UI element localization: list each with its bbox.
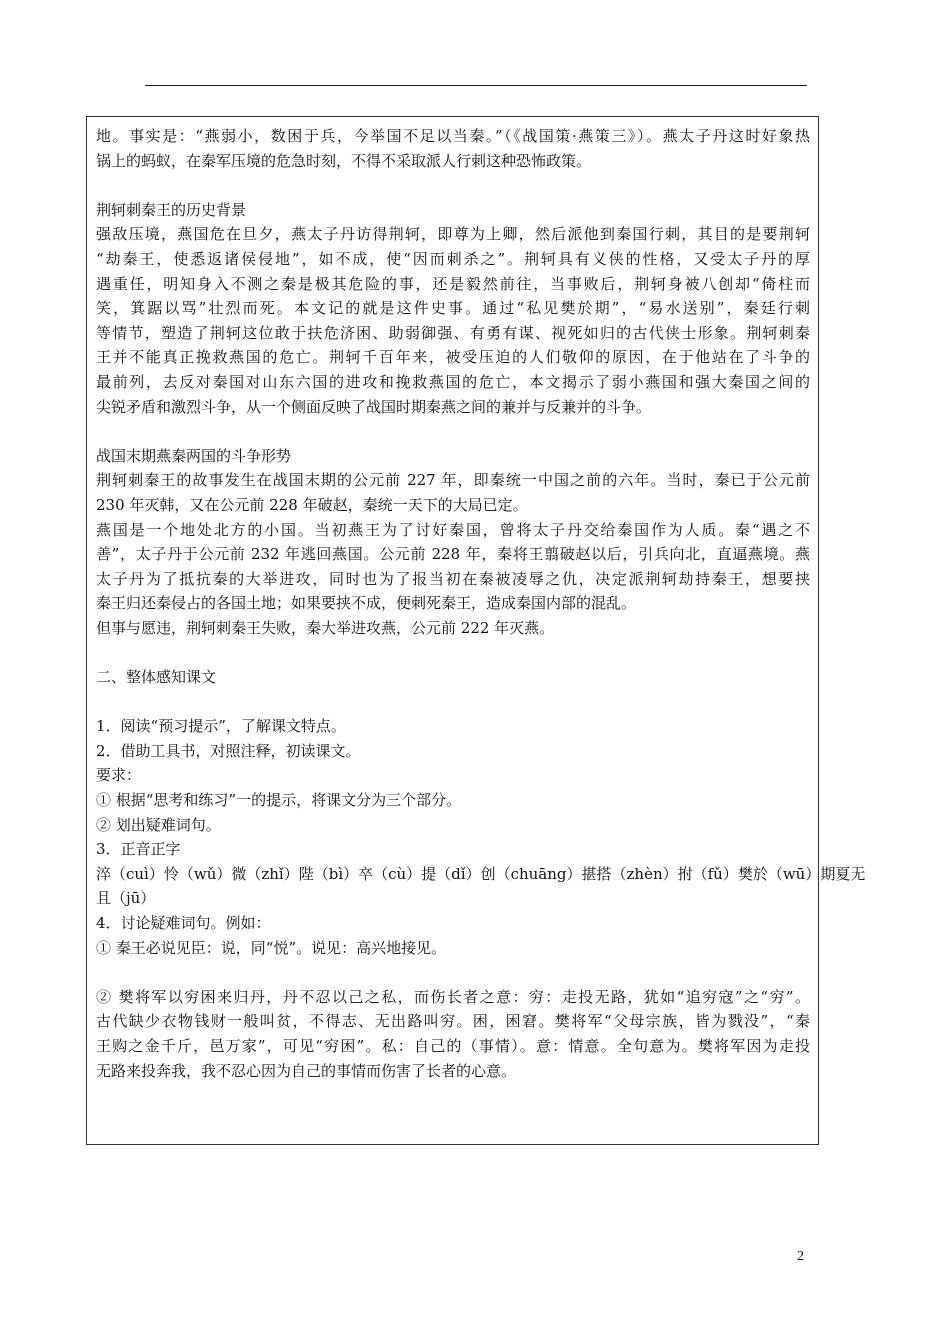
header-rule [145,85,807,86]
spacer [96,960,810,985]
pinyin-list-end: 夏无 [835,864,866,883]
step-item: ① 根据“思考和练习”一的提示，将课文分为三个部分。 [96,791,462,810]
section-heading-background: 荆轲刺秦王的历史背景 [96,200,247,219]
pinyin-row [96,862,866,887]
paragraph-line: 最前列，去反对秦国对山东六国的进攻和挽救燕国的危亡，本文揭示了弱小燕国和强大秦国之间的 [96,372,810,391]
step-item: ② 划出疑难词句。 [96,815,221,834]
spacer [96,690,810,715]
content-box [86,116,866,1145]
paragraph-line: 笑，箕踞以骂”壮烈而死。本文记的就是这件史事。通过“私见樊於期”，“易水送别”，秦廷行刺 [96,299,810,318]
step-item: 3．正音正字 [96,840,181,859]
pinyin-continuation: 且（jū） [96,889,156,908]
spacer [96,419,810,444]
paragraph-line: 尖锐矛盾和激烈斗争，从一个侧面反映了战国时期秦燕之间的兼并与反兼并的斗争。 [96,397,652,416]
pinyin-list: 淬（cuì）怜（wǔ）微（zhǐ）陛（bì）卒（cù）提（dǐ）创（chuāng）揕搭（zhèn）拊（fǔ）樊於（wū）期 [96,864,836,883]
step-item: 2．借助工具书，对照注释，初读课文。 [96,741,361,760]
section-heading-situation: 战国末期燕秦两国的斗争形势 [96,446,292,465]
paragraph-line: 王并不能真正挽救燕国的危亡。荆轲千百年来，被受压迫的人们敬仰的原因，在于他站在了斗争的 [96,348,810,367]
paragraph-line: 强敌压境，燕国危在旦夕，燕太子丹访得荆轲，即尊为上卿，然后派他到秦国行刺，其目的是要荆轲 [96,225,810,244]
step-item: 1．阅读“预习提示”，了解课文特点。 [96,717,346,736]
example-line: 古代缺少衣物钱财一般叫贫，不得志、无出路叫穷。困，困窘。樊将军“父母宗族，皆为戮没”，“秦 [96,1012,810,1031]
example-line: ② 樊将军以穷困来归丹，丹不忍以己之私，而伤长者之意：穷：走投无路，犹如“追穷寇”之“穷”。 [96,987,810,1006]
spacer [96,640,810,665]
paragraph-line: 但事与愿违，荆轲刺秦王失败，秦大举进攻燕，公元前 222 年灭燕。 [96,618,555,637]
paragraph-line: 遇重任，明知身入不测之秦是极其危险的事，还是毅然前往，当事败后，荆轲身被八创却“倚柱而 [96,274,810,293]
paragraph-line: 荆轲刺秦王的故事发生在战国末期的公元前 227 年，即秦统一中国之前的六年。当时，秦已于公元前 [96,471,810,490]
step-item: 要求： [96,766,142,785]
paragraph-line: 燕国是一个地处北方的小国。当初燕王为了讨好秦国，曾将太子丹交给秦国作为人质。秦“遇之不 [96,520,810,539]
intro-line: 锅上的蚂蚁，在秦军压境的危急时刻，不得不采取派人行刺这种恐怖政策。 [96,151,592,170]
paragraph-line: 等情节，塑造了荆轲这位敢于扶危济困、助弱御强、有勇有谋、视死如归的古代侠士形象。荆轲刺秦 [96,323,810,342]
page-number: 2 [797,1249,804,1264]
example-line: 王购之金千斤，邑万家”，可见“穷困”。私：自己的（事情）。意：情意。全句意为。樊将军因为走投 [96,1036,810,1055]
paragraph-line: 太子丹为了抵抗秦的大举进攻，同时也为了报当初在秦被凌辱之仇，决定派荆轲劫持秦王，想要挟 [96,569,810,588]
example-item: ① 秦王必说见臣：说，同“悦”。说见：高兴地接见。 [96,938,447,957]
paragraph-line: “劫秦王，使悉返诸侯侵地”，如不成，使“因而刺杀之”。荆轲具有义侠的性格，又受太子丹的厚 [96,249,810,268]
step-item: 4．讨论疑难词句。例如： [96,914,271,932]
spacer [96,173,810,198]
paragraph-line: 230 年灭韩，又在公元前 228 年破赵，秦统一天下的大局已定。 [96,495,528,514]
intro-line: 地。事实是：“燕弱小，数困于兵，今举国不足以当秦。”（《战国策·燕策三》）。燕太子丹这时好象热 [96,127,810,145]
paragraph-line: 秦王归还秦侵占的各国土地；如果要挟不成，便刺死秦王，造成秦国内部的混乱。 [96,594,637,613]
paragraph-line: 善”，太子丹于公元前 232 年逃回燕国。公元前 228 年，秦将王翦破赵以后，引兵向北，直逼燕境。燕 [96,545,810,564]
section-heading-overview: 二、整体感知课文 [96,668,217,687]
example-line: 无路来投奔我，我不忍心因为自己的事情而伤害了长者的心意。 [96,1061,517,1080]
